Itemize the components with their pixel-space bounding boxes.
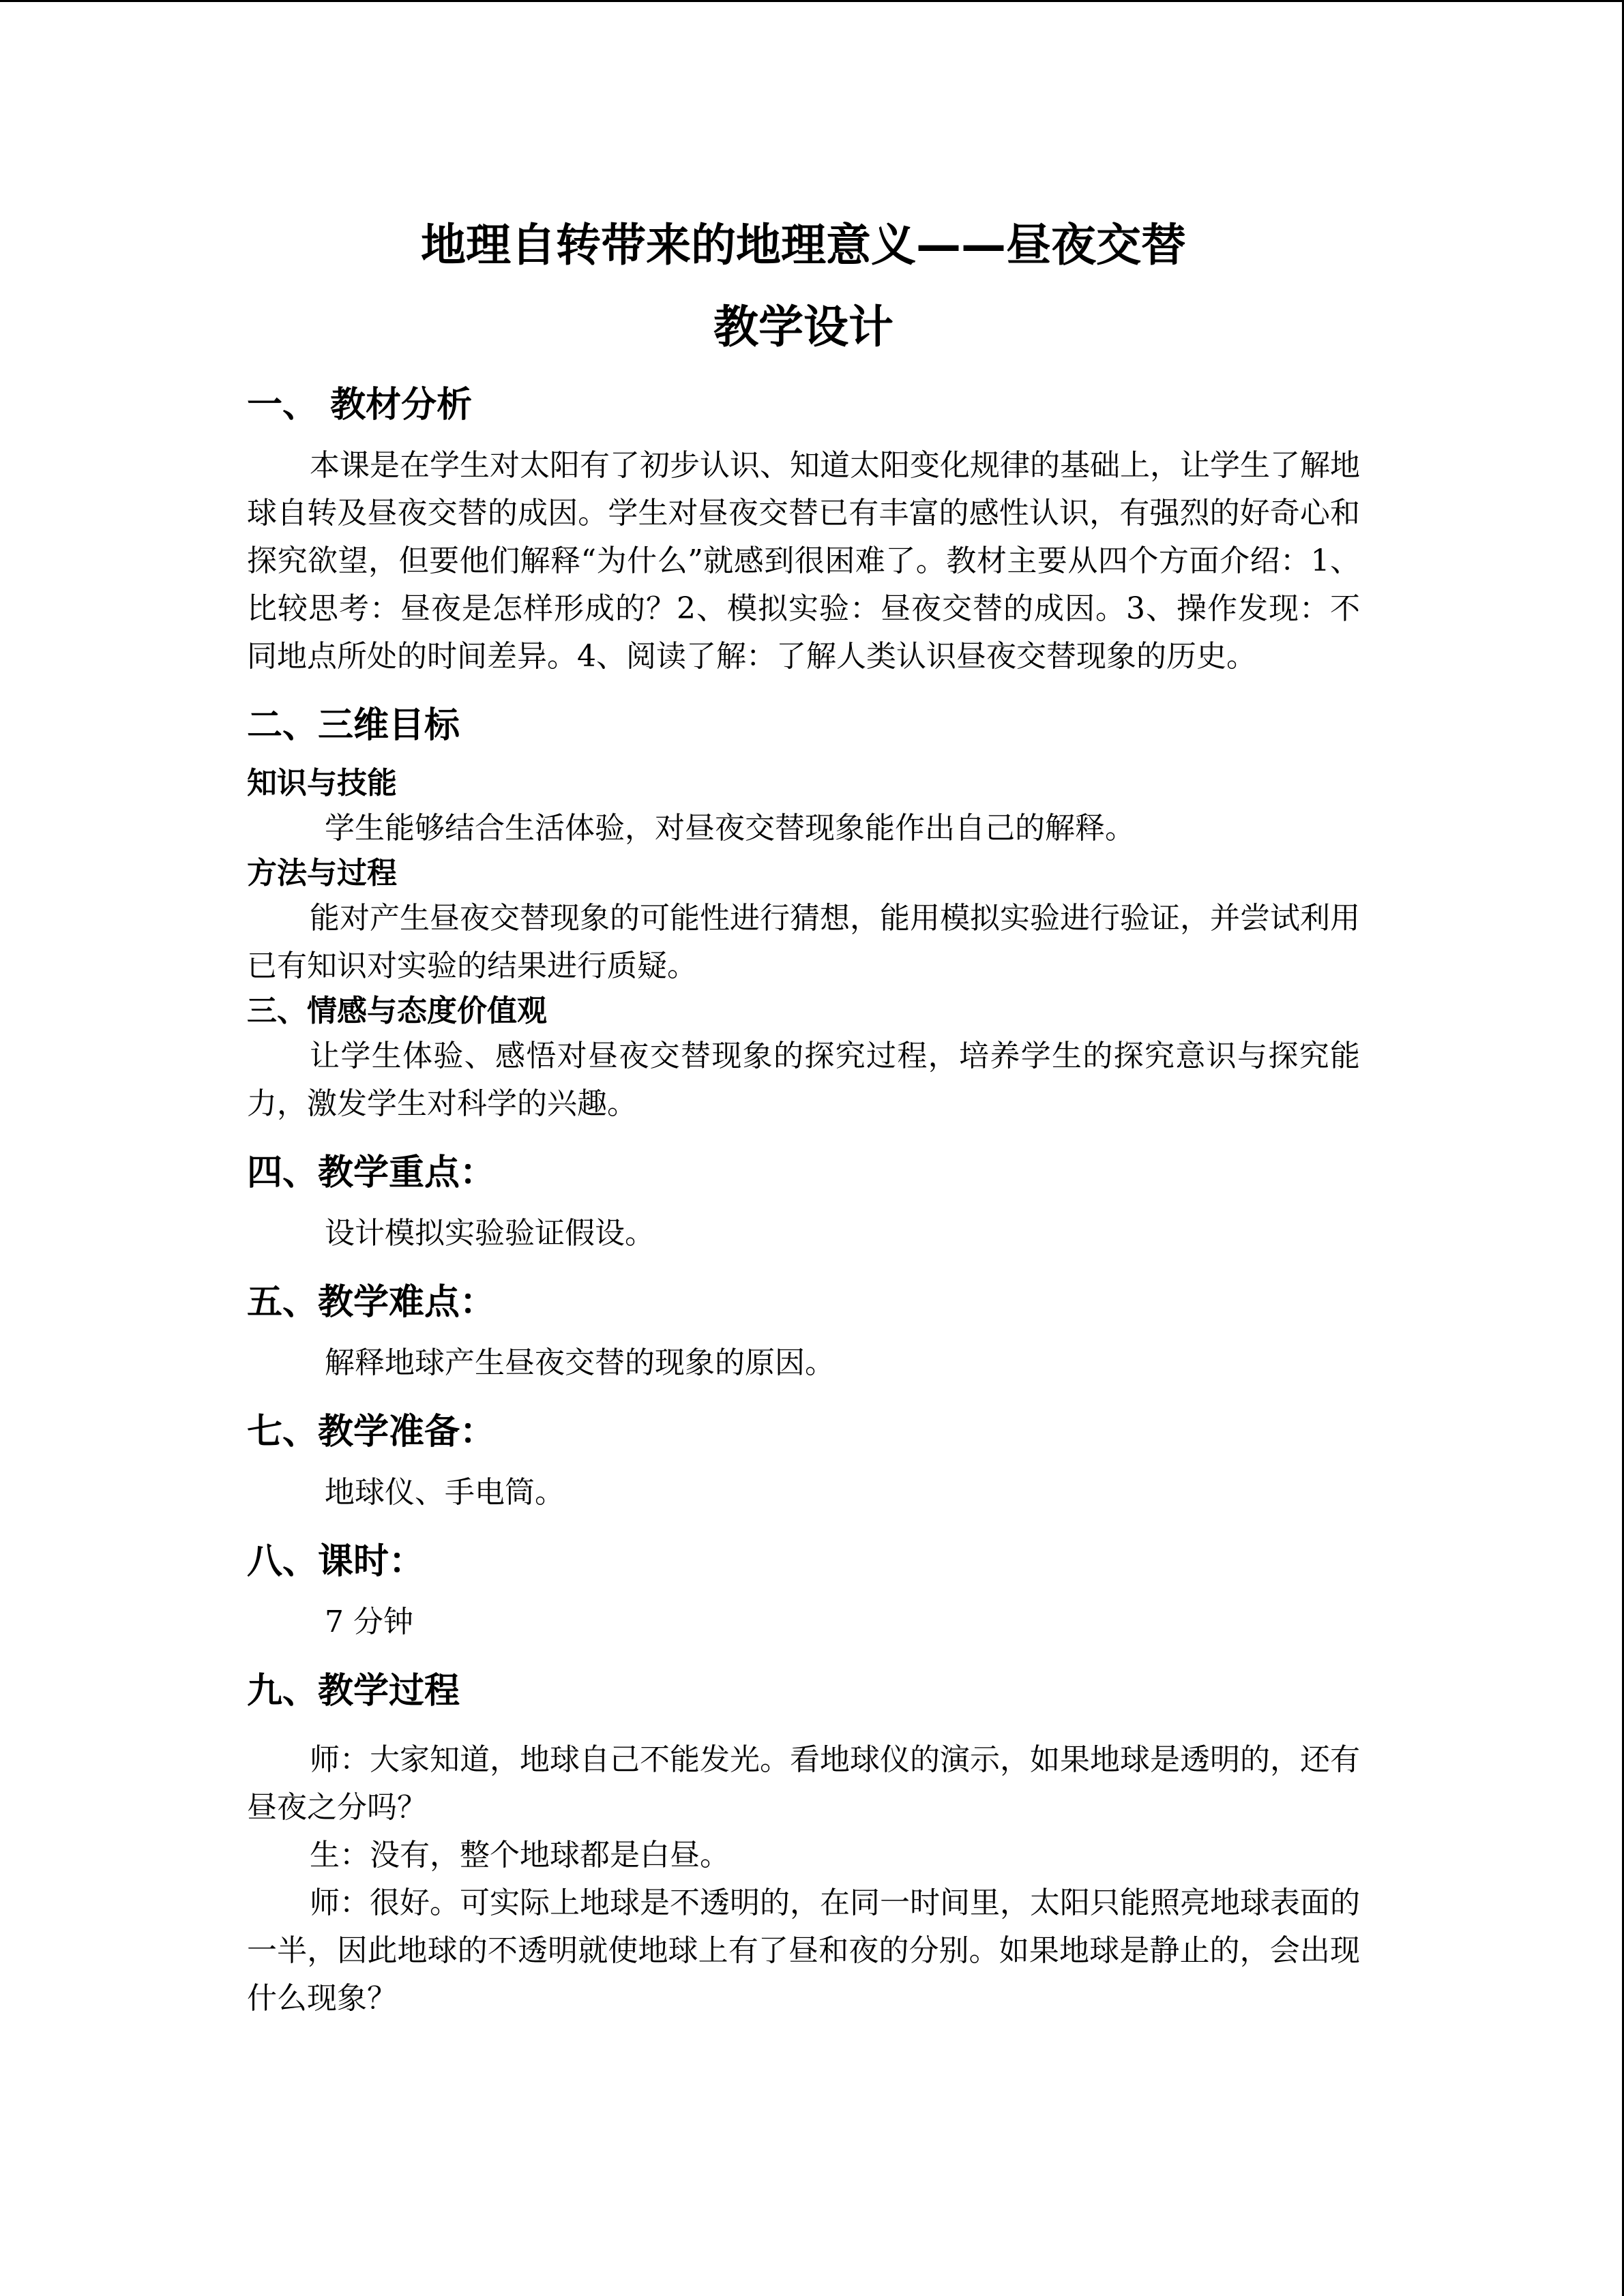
section-heading-7: 七、教学准备：: [247, 1412, 496, 1452]
section-7-body: 地球仪、手电筒。: [325, 1475, 565, 1510]
section-5-body: 解释地球产生昼夜交替的现象的原因。: [325, 1345, 835, 1380]
document-page: [247, 205, 1360, 2023]
knowledge-skills-body: 学生能够结合生活体验，对昼夜交替现象能作出自己的解释。: [325, 811, 1135, 846]
section-1-body: 本课是在学生对太阳有了初步认识、知道太阳变化规律的基础上，让学生了解地球自转及昼夜交替的成因。学生对昼夜交替已有丰富的感性认识，有强烈的好奇心和探究欲望，但要他们解释“为什么”就感到很困难了。教材主要从四个方面介绍：1、比较思考：昼夜是怎样形成的？2、模拟实验：昼夜交替的成因。3、操作发现：不同地点所处的时间差异。4、阅读了解：了解人类认识昼夜交替现象的历史。: [247, 448, 1360, 674]
subheading-emotion-values: 三、情感与态度价值观: [247, 994, 547, 1028]
section-8-body: 7 分钟: [325, 1605, 413, 1639]
section-heading-8: 八、课时：: [247, 1541, 425, 1582]
section-4-body: 设计模拟实验验证假设。: [325, 1216, 655, 1251]
process-paragraph-3: 师：很好。可实际上地球是不透明的，在同一时间里，太阳只能照亮地球表面的一半，因此地球的不透明就使地球上有了昼和夜的分别。如果地球是静止的，会出现什么现象？: [247, 1885, 1360, 2016]
subheading-method-process: 方法与过程: [247, 856, 397, 891]
section-heading-2: 二、三维目标: [247, 705, 460, 746]
process-paragraph-2: 生：没有，整个地球都是白昼。: [310, 1838, 730, 1873]
subheading-knowledge-skills: 知识与技能: [247, 766, 397, 801]
method-process-body: 能对产生昼夜交替现象的可能性进行猜想，能用模拟实验进行验证，并尝试利用已有知识对实验的结果进行质疑。: [247, 901, 1360, 983]
process-paragraph-1: 师：大家知道，地球自己不能发光。看地球仪的演示，如果地球是透明的，还有昼夜之分吗？: [247, 1742, 1360, 1825]
page-border-top: [0, 0, 1624, 2]
section-heading-4: 四、教学重点：: [247, 1152, 496, 1193]
section-heading-5: 五、教学难点：: [247, 1282, 496, 1323]
section-heading-9: 九、教学过程: [247, 1671, 460, 1712]
section-heading-1: 一、 教材分析: [247, 385, 473, 426]
document-title-line2: 教学设计: [713, 301, 894, 353]
document-title-line1: 地理自转带来的地理意义——昼夜交替: [421, 219, 1186, 271]
emotion-values-body: 让学生体验、感悟对昼夜交替现象的探究过程，培养学生的探究意识与探究能力，激发学生对科学的兴趣。: [247, 1039, 1360, 1121]
